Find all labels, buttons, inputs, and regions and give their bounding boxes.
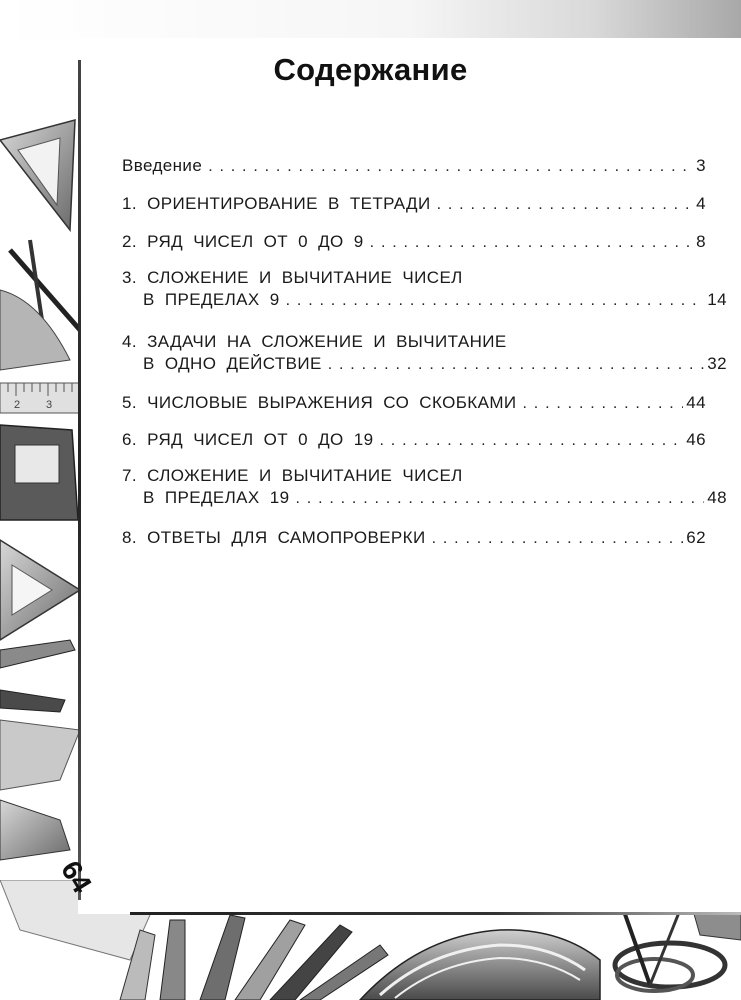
toc-entry-8 bbox=[122, 527, 706, 550]
toc-entry-title-continued: В ПРЕДЕЛАХ 19 bbox=[143, 488, 290, 507]
dot-leader bbox=[432, 528, 684, 550]
toc-entry-page: 46 bbox=[686, 430, 706, 449]
pencils-fan-icon bbox=[200, 915, 245, 1000]
toc-entry-number: 6. bbox=[122, 430, 137, 449]
top-decorative-band bbox=[0, 0, 741, 40]
toc-entry-number: 8. bbox=[122, 528, 137, 547]
toc-entry-title: ЗАДАЧИ НА СЛОЖЕНИЕ И ВЫЧИТАНИЕ bbox=[147, 332, 507, 351]
dot-leader bbox=[437, 194, 694, 216]
toc-entry-title: ЧИСЛОВЫЕ ВЫРАЖЕНИЯ СО СКОБКАМИ bbox=[147, 393, 517, 412]
toc-entry-4 bbox=[122, 331, 727, 376]
toc-entry-title: ОТВЕТЫ ДЛЯ САМОПРОВЕРКИ bbox=[147, 528, 426, 547]
toc-entry-page: 8 bbox=[696, 232, 706, 251]
toc-entry-title-continued: В ОДНО ДЕЙСТВИЕ bbox=[143, 354, 322, 373]
toc-entry-page: 14 bbox=[707, 290, 727, 309]
toc-entry-3 bbox=[122, 267, 727, 312]
toc-entry-title: РЯД ЧИСЕЛ ОТ 0 ДО 19 bbox=[147, 430, 374, 449]
page-title: Содержание bbox=[273, 52, 468, 87]
toc-entry-page: 3 bbox=[696, 156, 706, 175]
toc-entry-number: 3. bbox=[122, 268, 137, 287]
dot-leader bbox=[370, 232, 693, 254]
dot-leader bbox=[523, 393, 684, 415]
toc-entry-number: 4. bbox=[122, 332, 137, 351]
dot-leader bbox=[295, 488, 704, 510]
toc-entry-title: Введение bbox=[122, 156, 203, 175]
toc-entry-1 bbox=[122, 193, 706, 216]
toc-entry-title: ОРИЕНТИРОВАНИЕ В ТЕТРАДИ bbox=[147, 194, 431, 213]
toc-entry-7 bbox=[122, 465, 727, 510]
toc-entry-title-continued: В ПРЕДЕЛАХ 9 bbox=[143, 290, 280, 309]
panel-bottom-border bbox=[130, 912, 741, 915]
dot-leader bbox=[380, 430, 684, 452]
toc-entry-title: СЛОЖЕНИЕ И ВЫЧИТАНИЕ ЧИСЕЛ bbox=[147, 466, 463, 485]
toc-entry-number: 5. bbox=[122, 393, 137, 412]
toc-entry-page: 48 bbox=[707, 488, 727, 507]
toc-entry-page: 32 bbox=[707, 354, 727, 373]
page-number: 64 bbox=[55, 855, 98, 899]
toc-entry-5 bbox=[122, 392, 706, 415]
toc-entry-number: 2. bbox=[122, 232, 137, 251]
dot-leader bbox=[328, 354, 705, 376]
toc-entry-2 bbox=[122, 231, 706, 254]
toc-entry-number: 1. bbox=[122, 194, 137, 213]
toc-entry-intro bbox=[122, 155, 706, 178]
dot-leader bbox=[286, 290, 705, 312]
toc-entry-title: СЛОЖЕНИЕ И ВЫЧИТАНИЕ ЧИСЕЛ bbox=[147, 268, 463, 287]
pencil-icon bbox=[0, 640, 75, 668]
dot-leader bbox=[208, 156, 693, 178]
panel-left-border bbox=[78, 60, 81, 900]
toc-entry-page: 44 bbox=[686, 393, 706, 412]
open-book-icon bbox=[360, 930, 600, 1000]
compass-rings-icon bbox=[615, 943, 725, 987]
ruler-mark-2: 2 bbox=[14, 399, 21, 411]
ruler-mark-3: 3 bbox=[46, 399, 53, 411]
toc-entry-page: 4 bbox=[696, 194, 706, 213]
toc-entry-title: РЯД ЧИСЕЛ ОТ 0 ДО 9 bbox=[147, 232, 364, 251]
toc-entry-page: 62 bbox=[686, 528, 706, 547]
toc-entry-6 bbox=[122, 429, 706, 452]
toc-entry-number: 7. bbox=[122, 466, 137, 485]
